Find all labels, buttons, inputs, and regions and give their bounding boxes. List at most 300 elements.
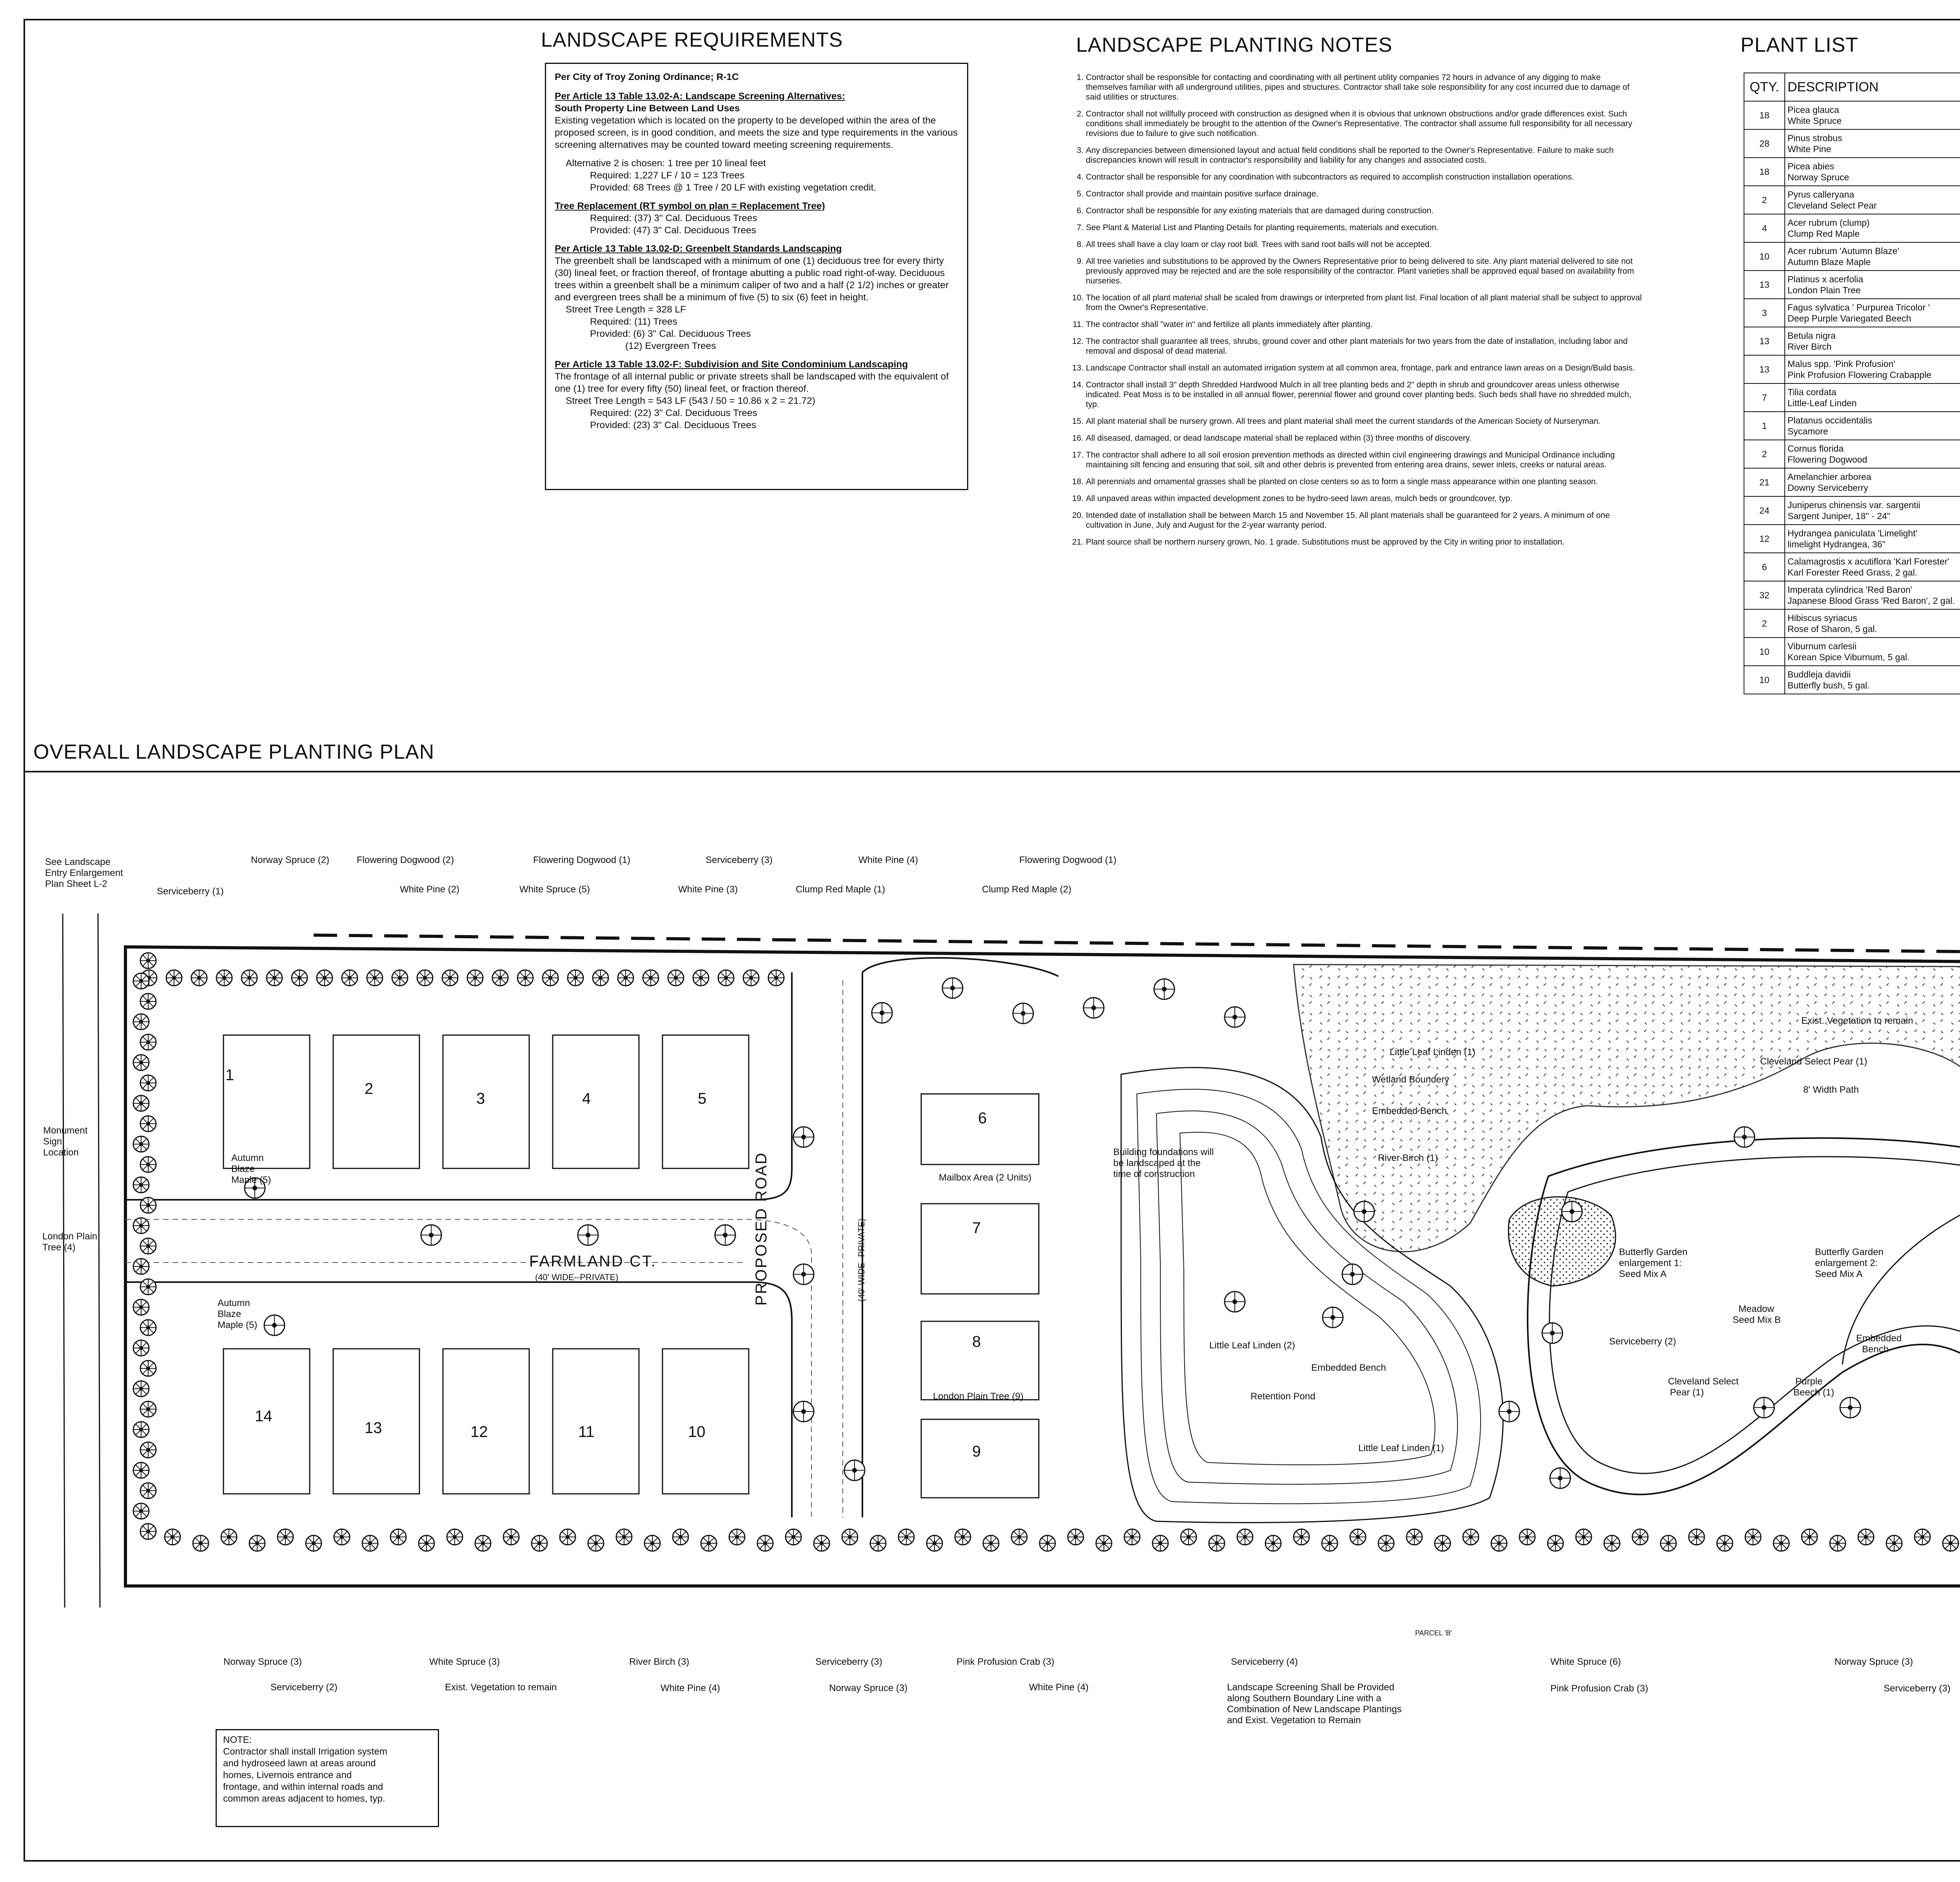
tree-symbol (467, 970, 483, 986)
tree-symbol (1754, 1397, 1774, 1418)
plan-callout: Butterfly Garden (1619, 1247, 1688, 1257)
ordinance: Per City of Troy Zoning Ordinance; R-1C (555, 72, 739, 82)
tree-symbol (140, 1157, 156, 1172)
plan-callout: White Pine (4) (1029, 1682, 1089, 1693)
tree-symbol (1840, 1397, 1860, 1418)
tree-symbol (140, 1442, 156, 1458)
plant-common: Sargent Juniper, 18" - 24" (1788, 511, 1890, 521)
note-item: 14. Contractor shall install 3" depth Shredded Hardwood Mulch in all tree planting beds and 2" depth in shrub and groundcover areas unless otherwise indicated. Peat Moss is to be installed in all annual flower, perennial flower and ground cover planting beds. Such beds shall have no shredded mulch, typ. (1086, 380, 1642, 409)
plan-callout: Mailbox Area (2 Units) (939, 1172, 1032, 1183)
tree-symbol (392, 970, 408, 986)
plan-callout: Embedded Bench (1372, 1106, 1447, 1116)
tree-symbol (267, 970, 282, 986)
plan-callout: White Spruce (6) (1550, 1657, 1621, 1667)
plan-callout: Pink Profusion Crab (3) (1550, 1683, 1648, 1694)
plant-common: Butterfly bush, 5 gal. (1788, 680, 1870, 690)
req-s2-prov: Provided: (47) 3" Cal. Deciduous Trees (590, 225, 757, 236)
tree-symbol (1013, 1003, 1033, 1024)
lot-label-3: 3 (476, 1090, 485, 1107)
tree-symbol (1550, 1468, 1570, 1488)
plant-common: Flowering Dogwood (1788, 454, 1867, 465)
plan-callout: Flowering Dogwood (1) (533, 855, 631, 865)
note-item: 10. The location of all plant material shall be scaled from drawings or interpreted from plant list. Final location of all plant material shall be subject to approval from the Owner's Representative. (1086, 293, 1642, 312)
tree-symbol (166, 970, 182, 986)
tree-symbol (1068, 1529, 1083, 1545)
plan-callout: Butterfly Garden (1815, 1247, 1884, 1257)
plan-callout: Serviceberry (3) (706, 855, 773, 865)
lot-6 (921, 1094, 1039, 1164)
note-line-2: and hydroseed lawn at areas around (223, 1758, 376, 1769)
tree-symbol (729, 1529, 745, 1545)
req-s1-prov: Provided: 68 Trees @ 1 Tree / 20 LF with existing vegetation credit. (590, 182, 877, 193)
plan-callout: Cleveland Select Pear (1) (1760, 1056, 1867, 1067)
tree-symbol (362, 1535, 378, 1551)
plant-common: limelight Hydrangea, 36" (1788, 539, 1886, 549)
plan-callout: White Pine (4) (858, 855, 918, 865)
req-s4-prov: Provided: (23) 3" Cal. Deciduous Trees (590, 420, 757, 431)
plan-callout: Meadow (1739, 1304, 1774, 1314)
tree-symbol (814, 1535, 829, 1551)
plant-botanical: Platanus occidentalis (1788, 415, 1873, 425)
tree-symbol (317, 970, 332, 986)
tree-symbol (133, 1095, 149, 1111)
plan-callout: Norway Spruce (2) (251, 855, 330, 865)
plan-title: OVERALL LANDSCAPE PLANTING PLAN (33, 741, 435, 763)
tree-symbol (1548, 1535, 1563, 1551)
lot-label-11: 11 (578, 1423, 595, 1441)
tree-symbol (644, 1535, 660, 1551)
plan-callout: Embedded Bench (1311, 1362, 1386, 1373)
note-item: 19. All unpaved areas within impacted development zones to be hydro-seed lawn areas, mulch beds or groundcover, typ. (1086, 494, 1642, 503)
plant-qty: 32 (1744, 581, 1785, 609)
tree-symbol (1435, 1535, 1450, 1551)
tree-symbol (593, 970, 608, 986)
plant-botanical: Platinus x acerfolia (1788, 274, 1864, 284)
lot-label-6: 6 (978, 1110, 987, 1127)
req-s2-req: Required: (37) 3" Cal. Deciduous Trees (590, 213, 757, 223)
plant-qty: 21 (1744, 468, 1785, 496)
tree-symbol (743, 970, 759, 986)
tree-symbol (1096, 1535, 1112, 1551)
tree-symbol (241, 970, 257, 986)
tree-symbol (786, 1529, 801, 1545)
tree-symbol (715, 1225, 735, 1245)
plant-qty: 18 (1744, 101, 1785, 129)
tree-symbol (768, 970, 784, 986)
lot-label-10: 10 (688, 1423, 706, 1441)
tree-symbol (292, 970, 307, 986)
plant-common: Korean Spice Viburnum, 5 gal. (1788, 652, 1910, 662)
tree-symbol (673, 1529, 688, 1545)
tree-symbol (1886, 1535, 1902, 1551)
tree-symbol (1499, 1401, 1519, 1422)
parcel-label: PARCEL 'B' (1415, 1629, 1452, 1637)
tree-symbol (503, 1529, 519, 1545)
note-item: 21. Plant source shall be northern nursery grown, No. 1 grade. Substitutions must be approved by the City in writing prior to installation. (1086, 537, 1642, 547)
tree-symbol (1717, 1535, 1733, 1551)
tree-symbol (1858, 1529, 1874, 1545)
tree-symbol (693, 970, 709, 986)
req-s1-alt: Alternative 2 is chosen: 1 tree per 10 lineal feet (566, 158, 766, 169)
tree-symbol (616, 1529, 632, 1545)
plant-qty: 3 (1744, 299, 1785, 327)
tree-symbol (643, 970, 659, 986)
plan-callout: Location (43, 1147, 79, 1158)
tree-symbol (983, 1535, 999, 1551)
tree-symbol (140, 1279, 156, 1295)
tree-symbol (701, 1535, 717, 1551)
tree-symbol (193, 1535, 209, 1551)
lot-3 (443, 1035, 529, 1168)
plan-callout: Entry Enlargement (45, 868, 123, 878)
lot-label-8: 8 (972, 1333, 981, 1350)
plan-callout: Landscape Screening Shall be Provided (1227, 1682, 1394, 1693)
tree-symbol (870, 1535, 886, 1551)
plant-botanical: Betula nigra (1788, 331, 1836, 341)
plan-callout: Pink Profusion Crab (3) (956, 1657, 1054, 1667)
tree-symbol (165, 1529, 180, 1545)
tree-symbol (618, 970, 633, 986)
tree-symbol (133, 1299, 149, 1315)
tree-symbol (844, 1460, 865, 1481)
plant-botanical: Pyrus calleryana (1788, 189, 1855, 200)
plant-common: River Birch (1788, 342, 1832, 352)
lot-label-12: 12 (470, 1423, 488, 1441)
tree-symbol (140, 1197, 156, 1213)
req-s4-title: Per Article 13 Table 13.02-F: Subdivision and Site Condominium Landscaping (555, 359, 908, 370)
tree-symbol (668, 970, 684, 986)
plan-callout: Tree (4) (42, 1242, 76, 1253)
tree-symbol (133, 1340, 149, 1356)
plan-callout: Serviceberry (4) (1231, 1657, 1298, 1667)
req-s3-prov1: Provided: (6) 3" Cal. Deciduous Trees (590, 329, 751, 339)
tree-symbol (1632, 1529, 1648, 1545)
tree-symbol (1225, 1292, 1245, 1312)
plant-botanical: Malus spp. 'Pink Profusion' (1788, 359, 1895, 369)
tree-symbol (390, 1529, 406, 1545)
tree-symbol (492, 970, 508, 986)
plan-callout: London Plain Tree (9) (933, 1391, 1024, 1402)
tree-symbol (1915, 1529, 1930, 1545)
note-title: NOTE: (223, 1735, 252, 1745)
req-s4-req: Required: (22) 3" Cal. Deciduous Trees (590, 408, 757, 418)
plan-callout: Blaze (218, 1309, 241, 1319)
road-name: FARMLAND CT. (529, 1253, 657, 1270)
plant-qty: 10 (1744, 666, 1785, 694)
note-line-1: Contractor shall install Irrigation system (223, 1746, 387, 1757)
plant-botanical: Calamagrostis x acutiflora 'Karl Forester' (1788, 556, 1949, 567)
plant-botanical: Viburnum carlesii (1788, 641, 1857, 651)
plan-callout: White Spruce (5) (519, 884, 590, 895)
plan-callout: White Spruce (3) (429, 1657, 500, 1667)
plan-callout: Plan Sheet L-2 (45, 879, 107, 889)
plant-qty: 2 (1744, 440, 1785, 468)
plan-callout: Beech (1) (1793, 1387, 1835, 1398)
req-s3-prov2: (12) Evergreen Trees (625, 341, 716, 351)
tree-symbol (1323, 1307, 1343, 1328)
req-s1-req: Required: 1,227 LF / 10 = 123 Trees (590, 170, 745, 181)
plan-callout: Exist. Vegetation to remain (445, 1682, 557, 1693)
plant-common: Deep Purple Variegated Beech (1788, 313, 1911, 323)
lot-4 (553, 1035, 639, 1168)
plant-qty: 10 (1744, 638, 1785, 666)
plan-callout: Combination of New Landscape Plantings (1227, 1704, 1402, 1715)
tree-symbol (140, 1034, 156, 1050)
plan-callout: Serviceberry (2) (1609, 1336, 1676, 1347)
tree-symbol (140, 1075, 156, 1091)
note-line-5: common areas adjacent to homes, typ. (223, 1793, 385, 1804)
plan-callout: Serviceberry (1) (157, 886, 224, 897)
plant-qty: 12 (1744, 525, 1785, 553)
plan-callout: Norway Spruce (3) (829, 1683, 908, 1693)
tree-symbol (1152, 1535, 1168, 1551)
plan-callout: Serviceberry (3) (815, 1657, 882, 1667)
note-item: 5. Contractor shall provide and maintain positive surface drainage. (1086, 189, 1642, 199)
tree-row-south (165, 1529, 1960, 1551)
plan-callout: Little Leaf Linden (1) (1390, 1047, 1475, 1057)
plan-callout: Bench (1862, 1344, 1889, 1355)
plant-qty: 10 (1744, 242, 1785, 271)
tree-symbol (793, 1401, 814, 1422)
tree-symbol (278, 1529, 293, 1545)
tree-symbol (1209, 1535, 1225, 1551)
tree-symbol (872, 1003, 892, 1023)
plant-common: Downy Serviceberry (1788, 483, 1868, 493)
tree-symbol (578, 1225, 598, 1245)
plan-callout: Autumn (218, 1298, 250, 1308)
note-line-3: homes, Livernois entrance and (223, 1770, 352, 1780)
plan-callout: Blaze (231, 1164, 255, 1174)
plan-callout: Clump Red Maple (1) (796, 884, 886, 895)
plan-callout: London Plain (42, 1231, 98, 1242)
lot-label-14: 14 (255, 1408, 272, 1425)
plan-callout: Purple (1795, 1376, 1823, 1387)
req-s4-body: The frontage of all internal public or private streets shall be landscaped with the equivalent of one (1) tree for every fifty (50) lineal feet, or fraction thereof. (555, 371, 949, 394)
plan-callout: enlargement 2: (1815, 1258, 1878, 1268)
tree-symbol (133, 1422, 149, 1437)
note-item: 8. All trees shall have a clay loam or clay root ball. Trees with sand root balls will not be accepted. (1086, 240, 1642, 249)
req-s2-title: Tree Replacement (RT symbol on plan = Replacement Tree) (555, 201, 825, 211)
plant-botanical: Buddleja davidii (1788, 669, 1851, 679)
tree-symbol (140, 1320, 156, 1335)
plan-callout: Pear (1) (1670, 1387, 1704, 1398)
note-item: 3. Any discrepancies between dimensioned layout and actual field conditions shall be reported to the Owner's Representative. Failure to make such discrepancies known will result in contractor's responsibility and liability for any changes and associated costs. (1086, 145, 1642, 165)
plan-callout: Maple (5) (218, 1320, 258, 1330)
tree-symbol (1734, 1127, 1755, 1147)
tree-symbol (955, 1529, 971, 1545)
plan-callout: Exist. Vegetation to remain (1801, 1015, 1913, 1026)
note-item: 7. See Plant & Material List and Planting Details for planting requirements, materials and execution. (1086, 223, 1642, 233)
plant-botanical: Picea abies (1788, 161, 1834, 171)
note-item: 17. The contractor shall adhere to all soil erosion prevention methods as directed within civil engineering drawings and Municipal Ordinance including maintaining silt fencing and ensuring that soil, silt and other debris is prevented from entering area drains, sewer inlets, creeks or natural areas. (1086, 450, 1642, 470)
plan-callout: Maple (5) (231, 1175, 271, 1185)
plant-botanical: Imperata cylindrica 'Red Baron' (1788, 585, 1913, 595)
tree-symbol (568, 970, 583, 986)
plant-botanical: Acer rubrum (clump) (1788, 218, 1870, 228)
tree-symbol (133, 1136, 149, 1152)
tree-symbol (1830, 1535, 1846, 1551)
tree-symbol (140, 1238, 156, 1254)
plant-qty: 13 (1744, 327, 1785, 355)
plan-callout: Flowering Dogwood (1) (1019, 855, 1117, 865)
plant-common: Rose of Sharon, 5 gal. (1788, 624, 1877, 634)
tree-symbol (264, 1315, 285, 1335)
col-qty: QTY. (1744, 73, 1785, 101)
tree-symbol (419, 1535, 434, 1551)
plan-callout: Building foundations will (1113, 1147, 1214, 1157)
plan-callout: White Pine (3) (678, 884, 738, 895)
req-s1-title: Per Article 13 Table 13.02-A: Landscape Screening Alternatives: (555, 91, 846, 102)
tree-symbol (133, 973, 149, 989)
plant-qty: 24 (1744, 496, 1785, 525)
tree-symbol (1745, 1529, 1761, 1545)
tree-symbol (442, 970, 458, 986)
plant-common: Clump Red Maple (1788, 229, 1860, 239)
tree-symbol (140, 953, 156, 968)
plan-callout: Seed Mix A (1619, 1269, 1667, 1279)
tree-symbol (532, 1535, 547, 1551)
plan-callout: Norway Spruce (3) (223, 1657, 302, 1667)
note-item: 2. Contractor shall not willfully proceed with construction as designed when it is obvious that unknown obstructions and/or grade differences exist. Such conditions shall immediately be brought to the attention of the Owner's Representative. The contractor shall assume full responsibility for all necessary revisions due to failure to give such notification. (1086, 109, 1642, 138)
plan-callout: 8' Width Path (1803, 1085, 1859, 1095)
tree-symbol (1265, 1535, 1281, 1551)
plan-callout: River Birch (1) (1378, 1153, 1438, 1163)
tree-symbol (249, 1535, 265, 1551)
note-item: 13. Landscape Contractor shall install an automated irrigation system at all common area, frontage, park and entrance lawn areas on a Design/Build basis. (1086, 363, 1642, 373)
plant-qty: 13 (1744, 355, 1785, 383)
req-s3-req: Required: (11) Trees (590, 316, 677, 327)
tree-symbol (1237, 1529, 1253, 1545)
note-item: 15. All plant material shall be nursery grown. All trees and plant material shall meet the current standards of the American Society of Nurseryman. (1086, 416, 1642, 426)
plant-botanical: Amelanchier arborea (1788, 472, 1871, 482)
lot-label-9: 9 (972, 1443, 981, 1460)
note-item: 11. The contractor shall "water in" and fertilize all plants immediately after planting. (1086, 320, 1642, 329)
plant-botanical: Pinus strobus (1788, 133, 1842, 143)
tree-symbol (216, 970, 232, 986)
requirements-title: LANDSCAPE REQUIREMENTS (541, 29, 843, 51)
note-item: 1. Contractor shall be responsible for contacting and coordinating with all pertinent utility companies 72 hours in advance of any digging to make themselves familiar with all underground utilities, pipes and structures. Contractor shall take sole responsibility for any cost incurred due to damage of said utilities or structures. (1086, 73, 1642, 102)
plan-callout: River Birch (3) (629, 1657, 690, 1667)
tree-symbol (133, 1503, 149, 1519)
tree-symbol (1040, 1535, 1055, 1551)
plant-common: Little-Leaf Linden (1788, 398, 1857, 408)
lot-7 (921, 1204, 1039, 1294)
tree-symbol (517, 970, 533, 986)
lot-label-4: 4 (582, 1090, 591, 1107)
plan-callout: Seed Mix B (1733, 1315, 1781, 1325)
plan-callout: Seed Mix A (1815, 1269, 1863, 1279)
note-item: 4. Contractor shall be responsible for any coordination with subcontractors as required to accomplish construction installation operations. (1086, 172, 1642, 182)
tree-row-north (141, 970, 1245, 1027)
plant-common: Norway Spruce (1788, 172, 1849, 182)
tree-row-west (133, 953, 156, 1539)
plant-qty: 2 (1744, 186, 1785, 214)
note-item: 16. All diseased, damaged, or dead landscape material shall be replaced within (3) three months of discovery. (1086, 433, 1642, 443)
tree-symbol (718, 970, 734, 986)
plan-callout: White Pine (4) (661, 1683, 720, 1693)
plan-callout: Little Leaf Linden (1) (1358, 1443, 1444, 1453)
lot-10 (662, 1349, 749, 1494)
tree-symbol (421, 1225, 441, 1245)
tree-symbol (1576, 1529, 1592, 1545)
tree-symbol (1011, 1529, 1027, 1545)
req-s3-body: The greenbelt shall be landscaped with a minimum of one (1) deciduous tree for every thirty (30) lineal feet, or fraction thereof, of frontage abutting a public road right-of-way. Deciduous trees within a greenbelt shall be a minimum caliper of two and a half (2 1/2) inches or greater and evergreen trees shall be a minimum of five (5) to six (6) feet in height. (555, 256, 949, 303)
plan-callout: enlargement 1: (1619, 1258, 1682, 1268)
plan-callout: Serviceberry (2) (270, 1682, 338, 1693)
tree-symbol (140, 994, 156, 1009)
tree-symbol (140, 1116, 156, 1132)
lot-label-13: 13 (365, 1419, 382, 1437)
plan-callout: Autumn (231, 1153, 264, 1163)
tree-symbol (1294, 1529, 1309, 1545)
plant-botanical: Fagus sylvatica ' Purpurea Tricolor ' (1788, 302, 1930, 312)
plant-common: Sycamore (1788, 426, 1828, 436)
plan-callout: along Southern Boundary Line with a (1227, 1693, 1381, 1704)
plant-qty: 7 (1744, 383, 1785, 412)
tree-symbol (1378, 1535, 1394, 1551)
tree-symbol (1943, 1535, 1958, 1551)
tree-symbol (140, 1361, 156, 1376)
plan-callout: Wetland Boundery (1372, 1074, 1450, 1085)
tree-symbol (1542, 1323, 1563, 1343)
plan-callout: Sign (43, 1136, 62, 1147)
tree-symbol (1181, 1529, 1196, 1545)
tree-symbol (1802, 1529, 1817, 1545)
plan-callout: See Landscape (45, 857, 111, 867)
tree-symbol (1661, 1535, 1676, 1551)
tree-symbol (140, 1401, 156, 1417)
plan-callout: time of construction (1113, 1169, 1195, 1179)
tree-symbol (342, 970, 358, 986)
plan-callout: Embedded (1856, 1333, 1902, 1344)
tree-symbol (417, 970, 433, 986)
req-s3-len: Street Tree Length = 328 LF (566, 304, 686, 315)
plant-botanical: Hydrangea paniculata 'Limelight' (1788, 528, 1917, 538)
tree-symbol (1562, 1201, 1582, 1222)
plant-qty: 4 (1744, 214, 1785, 242)
tree-symbol (1689, 1529, 1704, 1545)
tree-symbol (842, 1529, 858, 1545)
tree-symbol (898, 1529, 914, 1545)
tree-symbol (475, 1535, 491, 1551)
tree-symbol (543, 970, 558, 986)
note-line-4: frontage, and within internal roads and (223, 1782, 383, 1792)
tree-symbol (1154, 979, 1174, 999)
plan-callout: be landscaped at the (1113, 1158, 1201, 1168)
lot-12 (443, 1349, 529, 1494)
plant-common: Cleveland Select Pear (1788, 200, 1877, 211)
irrigation-note (216, 1729, 439, 1827)
req-s4-len: Street Tree Length = 543 LF (543 / 50 = 10.86 x 2 = 21.72) (566, 396, 815, 406)
tree-symbol (588, 1535, 604, 1551)
tree-symbol (793, 1264, 814, 1284)
tree-symbol (133, 1177, 149, 1193)
tree-symbol (560, 1529, 575, 1545)
lot-label-7: 7 (972, 1219, 981, 1237)
plan-callout: White Pine (2) (400, 884, 460, 895)
tree-symbol (1225, 1007, 1245, 1027)
lot-2 (333, 1035, 419, 1168)
tree-symbol (133, 1462, 149, 1478)
plant-qty: 2 (1744, 609, 1785, 638)
tree-symbol (1354, 1201, 1374, 1222)
tree-symbol (140, 1483, 156, 1499)
tree-symbol (140, 1524, 156, 1539)
tree-symbol (1406, 1529, 1422, 1545)
tree-symbol (221, 1529, 237, 1545)
plant-botanical: Acer rubrum 'Autumn Blaze' (1788, 246, 1899, 256)
tree-symbol (133, 1259, 149, 1274)
